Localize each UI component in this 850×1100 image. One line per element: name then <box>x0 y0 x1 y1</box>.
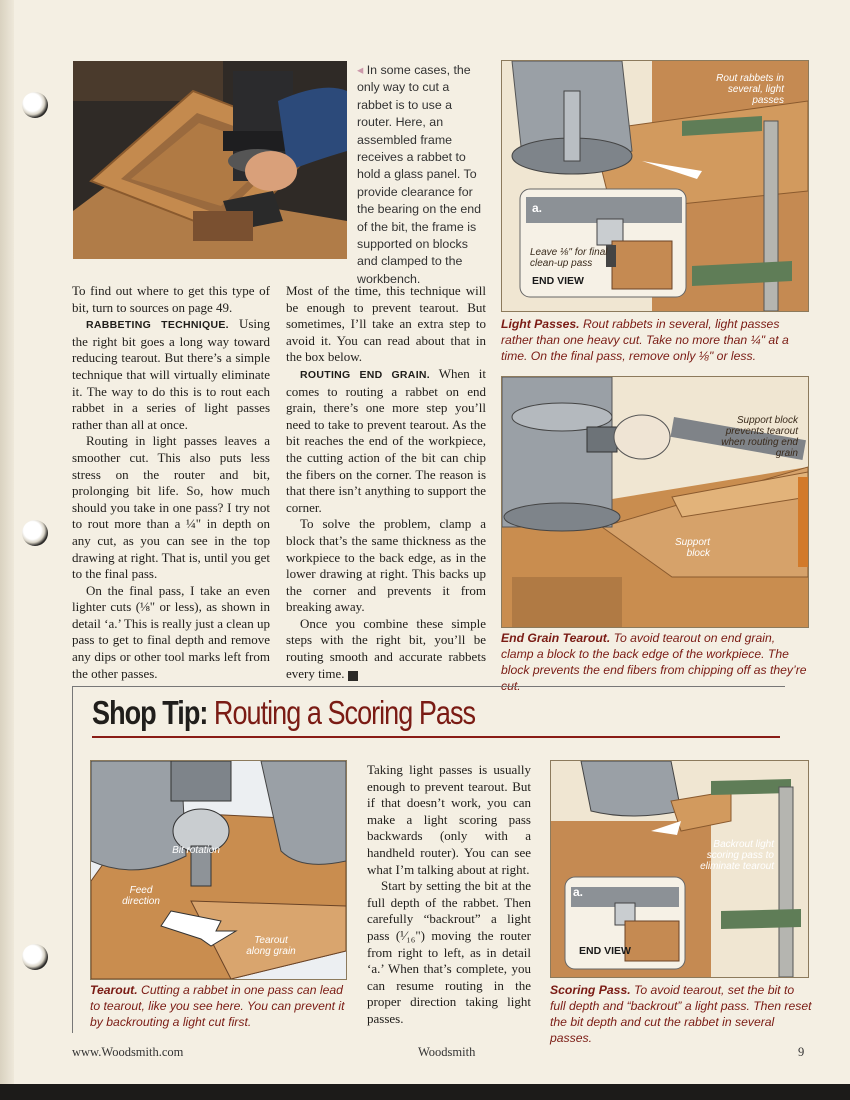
shop-tip-paragraph-1: Taking light passes is usually enough to prevent tearout. But if that doesn’t work, you can make a light scoring pass backwards (only with a handheld router). You can see what I’m talking about at right. <box>367 762 531 877</box>
shop-tip-label: Shop Tip: <box>92 694 208 731</box>
binder-hole-bottom <box>22 944 48 970</box>
footer-magazine: Woodsmith <box>418 1045 476 1059</box>
footer-url: www.Woodsmith.com <box>72 1045 184 1059</box>
col2-paragraph-2-text: When it comes to routing a rabbet on end grain, there’s one more step you’ll need to take to prevent tearout. As the bit reaches the end of the workpiece, the cutting action of the bit can chip the fibers on the corner. The reason is that there isn’t anything to support the corner. <box>286 365 486 515</box>
end-grain-caption-text: To avoid tearout on end grain, clamp a block to the back edge of the workpiece. The block prevents the end fibers from chipping off as they’re cut. <box>501 631 807 693</box>
photo-caption <box>357 62 487 288</box>
end-grain-illustration <box>501 376 809 628</box>
shop-tip-heading <box>92 694 475 732</box>
end-view-label: END VIEW <box>532 275 584 287</box>
scoring-pass-caption-text: To avoid tearout, set the bit to full depth and “backrout” a light pass. Then reset the bit depth and cut the rabbet in several passes. <box>550 983 812 1045</box>
col2-paragraph-2 <box>286 366 486 516</box>
light-passes-illustration <box>501 60 809 312</box>
light-passes-callout: Rout rabbets in several, light passes <box>716 73 784 106</box>
shop-tip-title: Routing a Scoring Pass <box>213 694 476 731</box>
feed-direction-callout: Feed direction <box>122 885 160 907</box>
tearout-illustration <box>90 760 347 980</box>
scoring-pass-caption-title: Scoring Pass. <box>550 983 631 997</box>
detail-a-tag: a. <box>532 201 543 215</box>
bit-rotation-callout: Bit rotation <box>172 845 220 856</box>
support-block-label: Support block <box>674 537 710 559</box>
light-passes-caption-title: Light Passes. <box>501 317 580 331</box>
col1-paragraph-1: To find out where to get this type of bit, turn to sources on page 49. <box>72 283 270 315</box>
article-column-1 <box>72 283 270 682</box>
page-binding <box>0 0 14 1100</box>
scoring-pass-caption <box>550 982 812 1046</box>
col1-paragraph-3: Routing in light passes leaves a smoother cut. This also puts less stress on the router and bit, prolonging bit life. So, how much should you take in one pass? I try not to rout more than a ¼" in depth on any cut, as you can see in the top drawing at right. That is, until you get to the final pass. <box>72 433 270 582</box>
binder-hole-middle <box>22 520 48 546</box>
light-passes-caption-text: Rout rabbets in several, light passes rather than one heavy cut. Take no more than ¼" at a time. On the final pass, remove only ⅛" or less. <box>501 317 789 363</box>
router-frame-photo <box>73 61 347 259</box>
light-passes-caption <box>501 316 811 364</box>
runin-heading-rabbeting: RABBETING TECHNIQUE. <box>86 319 229 332</box>
col1-paragraph-2-text: Using the right bit goes a long way toward reducing tearout. But there’s a simple technique that will virtually eliminate it. The way to do this is to rout each rabbet in a series of light passes rather than all at once. <box>72 316 270 432</box>
photo-caption-text: In some cases, the only way to cut a rabbet is to use a router. Here, an assembled frame receives a rabbet to hold a glass panel. To provide clearance for the bearing on the end of the bit, the frame is supported on blocks and clamped to the workbench. <box>357 63 482 286</box>
tearout-caption-text: Cutting a rabbet in one pass can lead to tearout, like you see here. You can prevent it by backrouting a light cut first. <box>90 983 345 1029</box>
page-bottom-edge <box>0 1084 850 1100</box>
col2-paragraph-1: Most of the time, this technique will be enough to prevent tearout. But sometimes, I’ll take an extra step to avoid it. You can read about that in the box below. <box>286 283 486 365</box>
col2-paragraph-3: To solve the problem, clamp a block that’s the same thickness as the workpiece to the back edge, as in the lower drawing at right. This backs up the corner and prevents it from breaking away. <box>286 516 486 615</box>
col2-paragraph-4 <box>286 616 486 682</box>
tearout-caption <box>90 982 352 1030</box>
detail-a-tag-scoring: a. <box>573 885 584 899</box>
article-column-2 <box>286 283 486 682</box>
end-grain-caption-title: End Grain Tearout. <box>501 631 611 645</box>
end-view-label-scoring: END VIEW <box>579 945 631 957</box>
shop-tip-rule <box>92 736 780 738</box>
shop-tip-paragraph-2: Start by setting the bit at the full depth of the rabbet. Then carefully “backrout” a light pass (¹⁄₁₆") moving the router from right to left, as in detail ‘a.’ When that’s complete, you can resume routing in the proper direction taking light passes. <box>367 878 531 1026</box>
end-mark-icon: W <box>348 671 358 681</box>
footer-page-number: 9 <box>798 1045 805 1059</box>
shop-tip-text <box>367 762 531 1028</box>
col2-paragraph-4-text: Once you combine these simple steps with the right bit, you’ll be routing smooth and accurate rabbets every time. <box>286 615 486 681</box>
runin-heading-end-grain: ROUTING END GRAIN. <box>300 368 431 381</box>
caption-arrow-icon: ◂ <box>357 63 364 77</box>
col1-paragraph-4: On the final pass, I take an even lighter cuts (⅛" or less), as shown in detail ‘a.’ This is really just a clean up pass to get to final depth and remove any dips or other tool marks left from the other passes. <box>72 582 270 681</box>
detail-a-callout: Leave ⅛" for final clean-up pass <box>530 247 608 269</box>
end-grain-caption <box>501 630 811 694</box>
backrout-callout: Backrout light scoring pass to eliminate tearout <box>700 839 774 872</box>
tearout-caption-title: Tearout. <box>90 983 138 997</box>
tearout-along-grain-callout: Tearout along grain <box>246 935 296 957</box>
binder-hole-top <box>22 92 48 118</box>
col1-paragraph-2 <box>72 316 270 433</box>
support-block-callout: Support block prevents tearout when routing end grain <box>721 415 798 459</box>
scoring-pass-illustration <box>550 760 809 978</box>
